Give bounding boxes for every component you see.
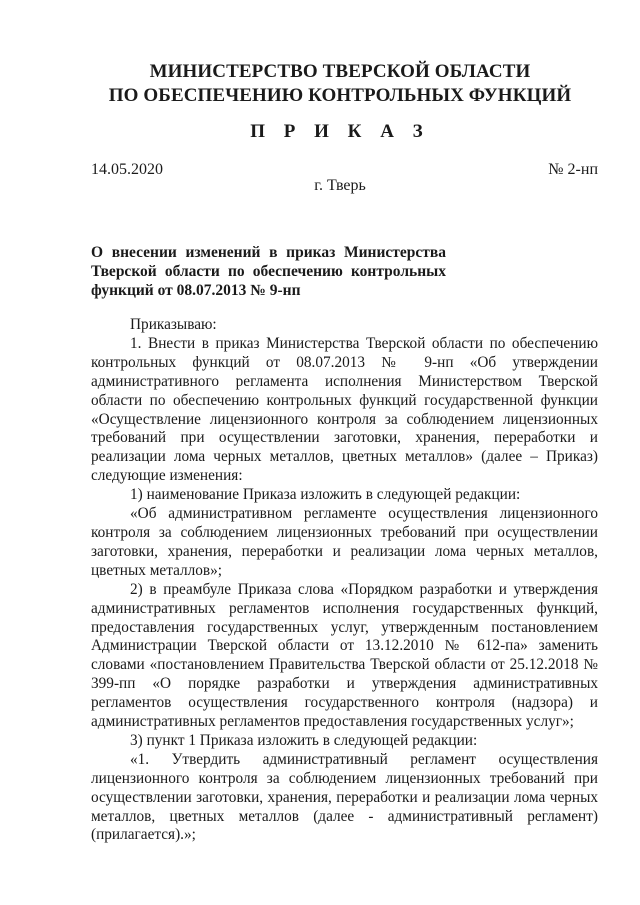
order-date: 14.05.2020: [91, 161, 163, 178]
ministry-name: [80, 60, 600, 108]
order-city: г. Тверь: [314, 177, 366, 194]
order-subject: О внесении изменений в приказ Министерства Тверской области по обеспечению контрольных функций от 08.07.2013 № 9-нп: [91, 244, 446, 299]
order-body: [91, 316, 598, 845]
paragraph-1-item-2: 2) в преамбуле Приказа слова «Порядком разработки и утверждения административных регламентов исполнения государственных функций, предоставления государственных услуг, утвержденным постановлением Администрации Тверской области от 13.12.2010 № 612-па» заменить словами «постановлением Правительства Тверской области от 25.12.2018 № 399-пп «О порядке разработки и утверждения административных регламентов осуществления государственного контроля (надзора) и административных регламентов предоставления государственных услуг»;: [91, 580, 598, 731]
paragraph-1: 1. Внести в приказ Министерства Тверской области по обеспечению контрольных функций от 08.07.2013 № 9-нп «Об утверждении административного регламента исполнения Министерством Тверской области по обеспечению контрольных функций государственной функции «Осуществление лицензионного контроля за соблюдением лицензионных требований при осуществлении заготовки, хранения, переработки и реализации лома черных металлов, цветных металлов» (далее – Приказ) следующие изменения:: [91, 334, 598, 485]
order-preamble: Приказываю:: [130, 316, 217, 333]
document-type-title: П Р И К А З: [250, 121, 430, 142]
order-number: № 2-нп: [548, 161, 598, 178]
paragraph-1-item-3-text: «1. Утвердить административный регламент осуществления лицензионного контроля за соблюдением лицензионных требований при осуществлении заготовки, хранения, переработки и реализации лома черных металлов, цветных металлов (далее - административный регламент) (прилагается).»;: [91, 750, 598, 844]
ministry-name-line-2: ПО ОБЕСПЕЧЕНИЮ КОНТРОЛЬНЫХ ФУНКЦИЙ: [108, 85, 572, 106]
paragraph-1-item-1: 1) наименование Приказа изложить в следующей редакции:: [130, 486, 521, 504]
ministry-name-line-1: МИНИСТЕРСТВО ТВЕРСКОЙ ОБЛАСТИ: [149, 61, 531, 82]
paragraph-1-item-1-text: «Об административном регламенте осуществления лицензионного контроля за соблюдением лицензионных требований при осуществлении заготовки, хранения, переработки и реализации лома черных металлов, цветных металлов»;: [91, 505, 598, 579]
paragraph-1-item-3: 3) пункт 1 Приказа изложить в следующей редакции:: [130, 731, 478, 749]
